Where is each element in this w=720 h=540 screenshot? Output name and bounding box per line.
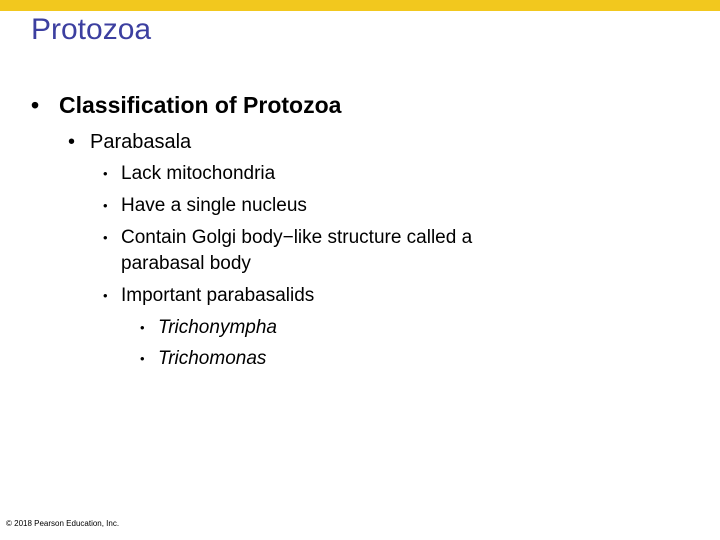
list-item-trichonympha: Trichonympha [158, 317, 277, 338]
top-accent-bar [0, 0, 720, 11]
list-item: Contain Golgi body−like structure called a [121, 227, 473, 248]
bullet-icon: • [103, 230, 108, 245]
list-item: Lack mitochondria [121, 163, 276, 184]
bullet-icon: • [103, 288, 108, 303]
list-item-trichomonas: Trichomonas [158, 348, 267, 369]
bullet-icon: • [31, 92, 40, 118]
bullet-icon: • [103, 166, 108, 181]
list-item: Have a single nucleus [121, 195, 307, 216]
list-item: Important parabasalids [121, 285, 315, 306]
subheading-parabasala: Parabasala [90, 131, 192, 153]
copyright-footer: © 2018 Pearson Education, Inc. [6, 519, 120, 528]
bullet-icon: • [103, 198, 108, 213]
slide-title: Protozoa [31, 13, 152, 46]
bullet-icon: • [140, 320, 145, 335]
heading-classification: Classification of Protozoa [59, 92, 342, 118]
list-item-continuation: parabasal body [121, 253, 251, 274]
bullet-icon: • [68, 131, 76, 153]
bullet-icon: • [140, 351, 145, 366]
